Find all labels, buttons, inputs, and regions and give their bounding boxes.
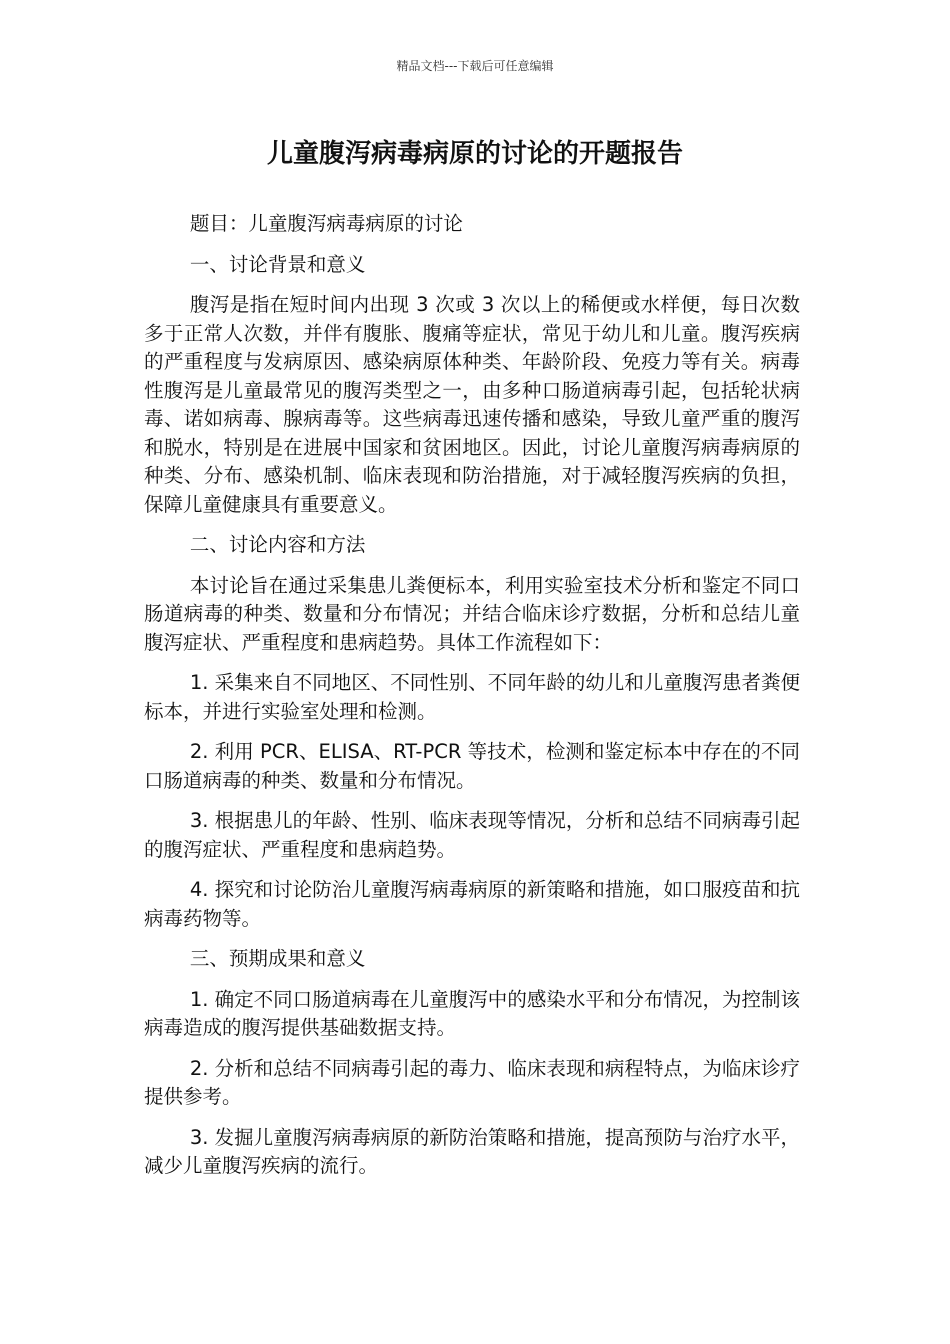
document-title: 儿童腹泻病毒病原的讨论的开题报告 [266,139,683,169]
section-heading-expected-results: 三、预期成果和意义 [189,947,366,970]
section-paragraph-background: 腹泻是指在短时间内出现 3 次或 3 次以上的稀便或水样便，每日次数多于正常人次数，并伴有腹胀、腹痛等症状，常见于幼儿和儿童。腹泻疾病的严重程度与发病原因、感染病原体种类、年龄阶段、免疫力等有关。病毒性腹泻是儿童最常见的腹泻类型之一，由多种口肠道病毒引起，包括轮状病毒、诺如病毒、腺病毒等。这些病毒迅速传播和感染，导致儿童严重的腹泻和脱水，特别是在进展中国家和贫困地区。因此，讨论儿童腹泻病毒病原的种类、分布、感染机制、临床表现和防治措施，对于减轻腹泻疾病的负担，保障儿童健康具有重要意义。 [144,293,800,516]
list-item: 1. 确定不同口肠道病毒在儿童腹泻中的感染水平和分布情况，为控制该病毒造成的腹泻提供基础数据支持。 [144,987,800,1039]
document-body [144,210,800,1193]
list-item: 2. 分析和总结不同病毒引起的毒力、临床表现和病程特点，为临床诊疗提供参考。 [144,1056,800,1108]
list-item: 1. 采集来自不同地区、不同性别、不同年龄的幼儿和儿童腹泻患者粪便标本，并进行实验室处理和检测。 [144,671,800,723]
list-item: 3. 根据患儿的年龄、性别、临床表现等情况，分析和总结不同病毒引起的腹泻症状、严重程度和患病趋势。 [144,809,800,861]
topic-line: 题目：儿童腹泻病毒病原的讨论 [189,212,463,235]
header-note: 精品文档---下载后可任意编辑 [396,59,554,73]
section-heading-background: 一、讨论背景和意义 [189,252,366,276]
section-heading-content-method: 二、讨论内容和方法 [189,533,366,556]
section-paragraph-content-method: 本讨论旨在通过采集患儿粪便标本，利用实验室技术分析和鉴定不同口肠道病毒的种类、数量和分布情况；并结合临床诊疗数据，分析和总结儿童腹泻症状、严重程度和患病趋势。具体工作流程如下： [144,573,800,654]
list-item: 2. 利用 PCR、ELISA、RT-PCR 等技术，检测和鉴定标本中存在的不同口肠道病毒的种类、数量和分布情况。 [144,740,800,792]
list-item: 4. 探究和讨论防治儿童腹泻病毒病原的新策略和措施，如口服疫苗和抗病毒药物等。 [144,878,800,930]
list-item: 3. 发掘儿童腹泻病毒病原的新防治策略和措施，提高预防与治疗水平，减少儿童腹泻疾病的流行。 [144,1125,800,1177]
